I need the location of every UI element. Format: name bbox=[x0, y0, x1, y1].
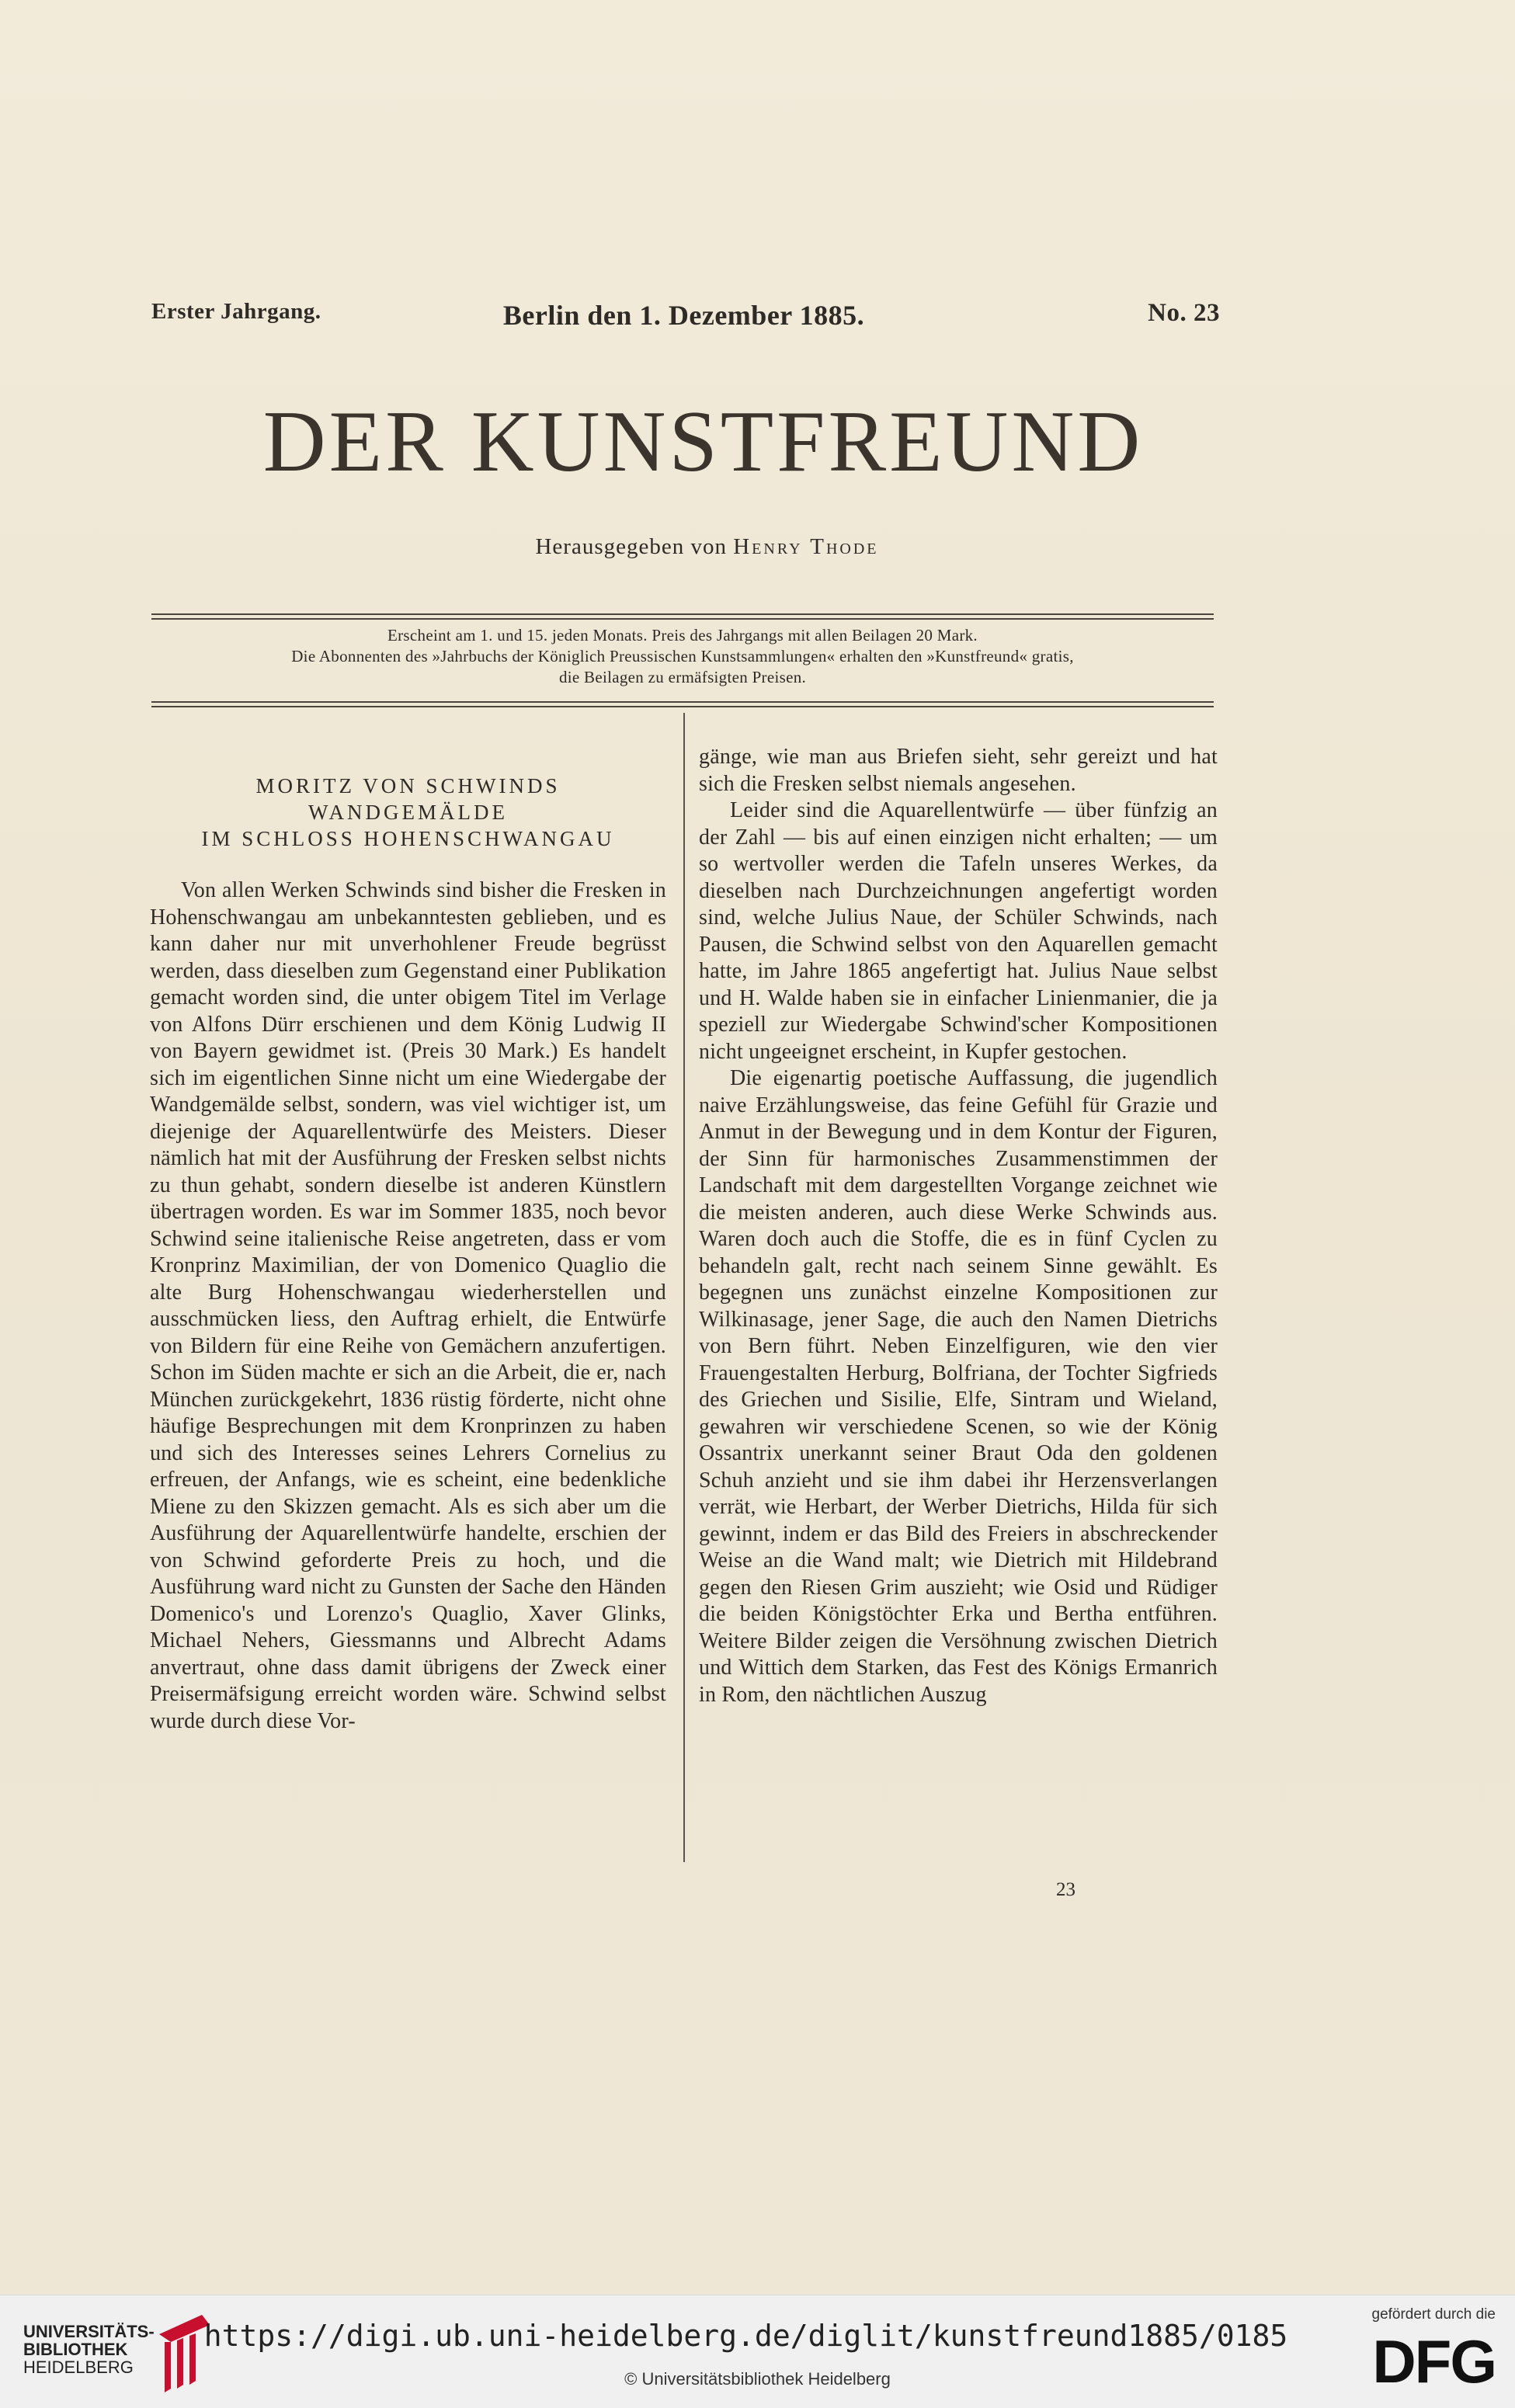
notice-line: Erscheint am 1. und 15. jeden Monats. Preis des Jahrgangs mit allen Beilagen 20 Mark. bbox=[387, 626, 978, 645]
footer-bar bbox=[0, 2295, 1515, 2408]
column-divider bbox=[683, 713, 685, 1862]
right-column bbox=[699, 744, 1218, 1708]
issue-date: Berlin den 1. Dezember 1885. bbox=[502, 300, 865, 331]
funding-label: gefördert durch die bbox=[1371, 2306, 1496, 2323]
editor-prefix: Herausgegeben von bbox=[535, 534, 727, 559]
top-double-rule bbox=[151, 613, 1214, 620]
notice-line: Die Abonnenten des »Jahrbuchs der Königlich Preussischen Kunstsammlungen« erhalten den »Kunstfreund« gratis, bbox=[291, 647, 1074, 665]
paragraph: gänge, wie man aus Briefen sieht, sehr gereizt und hat sich die Fresken selbst niemals angesehen. bbox=[699, 745, 1218, 796]
volume-label: Erster Jahrgang. bbox=[151, 299, 321, 324]
subscription-notice bbox=[151, 625, 1214, 688]
paragraph: Von allen Werken Schwinds sind bisher die Fresken in Hohenschwangau am unbekanntesten geblieben, und es kann daher nur mit unverhohlener Freude begrüsst werden, dass dieselben zum Gegenstand einer Publikation gemacht worden sind, die unter obigem Titel im Verlage von Alfons Dürr erschienen und dem König Ludwig II von Bayern gewidmet ist. (Preis 30 Mark.) Es handelt sich im eigentlichen Sinne nicht um eine Wiedergabe der Wandgemälde selbst, sondern, was viel wichtiger ist, um diejenige der Aquarellentwürfe des Meisters. Dieser nämlich hat mit der Ausführung der Fresken selbst nichts zu thun gehabt, sondern dieselbe ist anderen Künstlern übertragen worden. Es war im Sommer 1835, noch bevor Schwind seine italienische Reise angetreten, dass er vom Kronprinz Maximilian, der von Domenico Quaglio die alte Burg Hohenschwangau wiederherstellen und ausschmücken liess, den Auftrag erhielt, die Entwürfe von Bildern für eine Reihe von Gemächern anzufertigen. Schon im Süden machte er sich an die Arbeit, die er, nach München zurückgekehrt, 1836 rüstig förderte, nicht ohne häufige Besprechungen mit dem Kronprinzen zu haben und sich des Interesses seines Lehrers Cornelius zu erfreuen, der Anfangs, wie es scheint, eine bedenkliche Miene zu den Skizzen gemacht. Als es sich aber um die Ausführung der Aquarellentwürfe handelte, erschien der von Schwind geforderte Preis zu hoch, und die Ausführung ward nicht zu Gunsten der Sache den Händen Domenico's und Lorenzo's Quaglio, Xaver Glinks, Michael Nehers, Giessmanns und Albrecht Adams anvertraut, ohne dass damit übrigens der Zweck einer Preisermäfsigung erreicht worden wäre. Schwind selbst wurde durch diese Vor- bbox=[150, 878, 666, 1733]
issue-number: No. 23 bbox=[1148, 299, 1220, 327]
notice-line: die Beilagen zu ermäfsigten Preisen. bbox=[558, 668, 807, 686]
copyright-notice: © Universitätsbibliothek Heidelberg bbox=[624, 2369, 891, 2389]
left-column bbox=[150, 877, 666, 1735]
dfg-logo: DFG bbox=[1372, 2327, 1496, 2396]
paragraph: Die eigenartig poetische Auffassung, die jugendlich naive Erzählungsweise, das feine Gefühl für Grazie und Anmut in der Bewegung und in dem Kontur der Figuren, der Sinn für harmonisches Zusammenstimmen der Landschaft mit dem dargestellten Vorgange zeichnet wie die meisten anderen, auch diese Werke Schwinds aus. Waren doch auch die Stoffe, die es in fünf Cyclen zu behandeln galt, recht nach seinem Sinne gewählt. Es begegnen uns zunächst einzelne Kompositionen zur Wilkinasage, jener Sage, die auch den Namen Dietrichs von Bern führt. Neben Einzelfiguren, wie den vier Frauengestalten Herburg, Bolfriana, der Tochter Sigfrieds des Griechen und Sisilie, Elfe, Sintram und Wieland, gewahren wir verschiedene Scenen, so wie der König Ossantrix unerkannt seiner Braut Oda den goldenen Schuh anzieht und sie ihm dabei ihr Herzensverlangen verrät, wie Herbart, der Werber Dietrichs, Hilda für sich gewinnt, indem er das Bild des Freiers in abschreckender Weise an die Wand malt; wie Dietrich mit Hildebrand gegen den Riesen Grim auszieht; wie Osid und Rüdiger die beiden Königstöchter Erka und Bertha entführen. Weitere Bilder zeigen die Versöhnung zwischen Dietrich und Wittich dem Starken, das Fest des Königs Ermanrich in Rom, den nächtlichen Auszug bbox=[699, 1066, 1218, 1707]
title-line: MORITZ VON SCHWINDS bbox=[255, 774, 561, 797]
bottom-double-rule bbox=[151, 701, 1214, 707]
title-line: IM SCHLOSS HOHENSCHWANGAU bbox=[201, 827, 615, 850]
paragraph: Leider sind die Aquarellentwürfe — über fünfzig an der Zahl — bis auf einen einzigen nicht erhalten; — um so wertvoller werden die Tafeln unseres Werkes, da dieselben nach Durchzeichnungen angefertigt worden sind, welche Julius Naue, der Schüler Schwinds, nach Pausen, die Schwind selbst von den Aquarellen gemacht hatte, im Jahre 1865 angefertigt hat. Julius Naue selbst und H. Walde haben sie in einfacher Linienmanier, die ja speziell zur Wiedergabe Schwind'scher Kompositionen nicht ungeeignet erscheint, in Kupfer gestochen. bbox=[699, 798, 1218, 1064]
editor-name: Henry Thode bbox=[733, 534, 879, 559]
page-number: 23 bbox=[1056, 1879, 1075, 1900]
editor-line bbox=[0, 534, 1465, 560]
permalink-url[interactable]: https://digi.ub.uni-heidelberg.de/diglit/kunstfreund1885/0185 bbox=[203, 2319, 1288, 2353]
article-title bbox=[150, 773, 666, 852]
masthead-title: DER KUNSTFREUND bbox=[262, 394, 1144, 490]
title-line: WANDGEMÄLDE bbox=[308, 801, 508, 824]
library-name: UNIVERSITÄTS- BIBLIOTHEK HEIDELBERG bbox=[23, 2322, 155, 2377]
